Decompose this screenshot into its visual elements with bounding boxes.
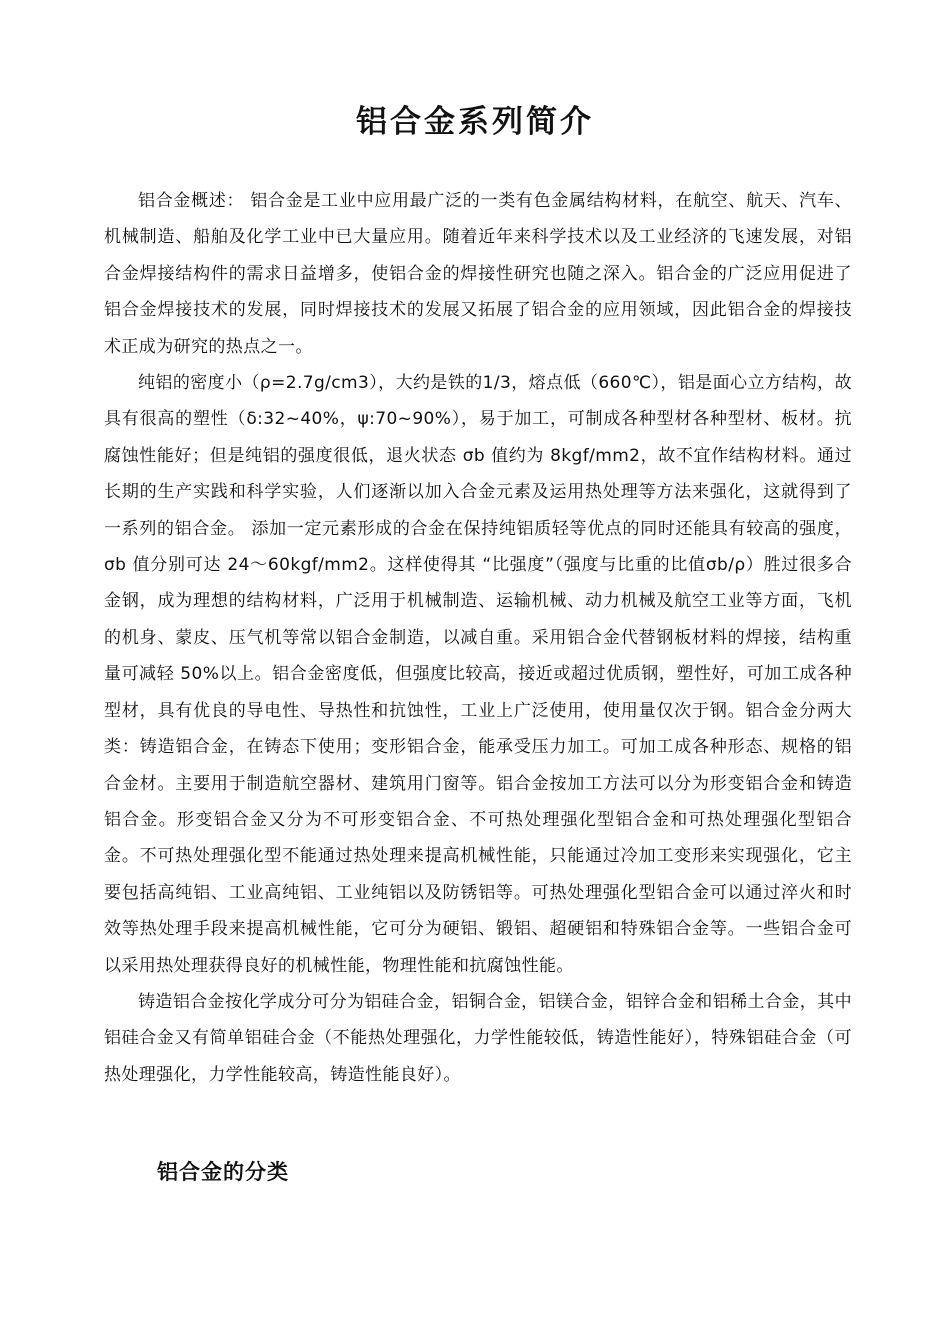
page-title: 铝合金系列简介 <box>356 104 594 140</box>
section-heading-classification: 铝合金的分类 <box>157 1159 289 1184</box>
paragraph-pure-aluminum: 纯铝的密度小（ρ=2.7g/cm3），大约是铁的1/3，熔点低（660℃），铝是面心立方结构，故具有很高的塑性（δ:32~40%，ψ:70~90%），易于加工，可制成各种型材各种型材、板材。抗腐蚀性能好；但是纯铝的强度很低，退火状态 σb 值约为 8kgf/mm2，故不宜作结构材料。通过长期的生产实践和科学实验，人们逐渐以加入合金元素及运用热处理等方法来强化，这就得到了一系列的铝合金。 添加一定元素形成的合金在保持纯铝质轻等优点的同时还能具有较高的强度，σb 值分别可达 24～60kgf/mm2。这样使得其 “比强度”（强度与比重的比值σb/ρ）胜过很多合金钢，成为理想的结构材料，广泛用于机械制造、运输机械、动力机械及航空工业等方面，飞机的机身、蒙皮、压气机等常以铝合金制造，以减自重。采用铝合金代替钢板材料的焊接，结构重量可减轻 50%以上。铝合金密度低，但强度比较高，接近或超过优质钢，塑性好，可加工成各种型材，具有优良的导电性、导热性和抗蚀性，工业上广泛使用，使用量仅次于钢。铝合金分两大类：铸造铝合金，在铸态下使用；变形铝合金，能承受压力加工。可加工成各种形态、规格的铝合金材。主要用于制造航空器材、建筑用门窗等。铝合金按加工方法可以分为形变铝合金和铸造铝合金。形变铝合金又分为不可形变铝合金、不可热处理强化型铝合金和可热处理强化型铝合金。不可热处理强化型不能通过热处理来提高机械性能，只能通过冷加工变形来实现强化，它主要包括高纯铝、工业高纯铝、工业纯铝以及防锈铝等。可热处理强化型铝合金可以通过淬火和时效等热处理手段来提高机械性能，它可分为硬铝、锻铝、超硬铝和特殊铝合金等。一些铝合金可以采用热处理获得良好的机械性能，物理性能和抗腐蚀性能。 <box>104 373 852 976</box>
paragraph-cast-alloys: 铸造铝合金按化学成分可分为铝硅合金，铝铜合金，铝镁合金，铝锌合金和铝稀土合金，其中铝硅合金又有简单铝硅合金（不能热处理强化，力学性能较低，铸造性能好），特殊铝硅合金（可热处理强化，力学性能较高，铸造性能良好）。 <box>104 991 852 1085</box>
paragraph-overview: 铝合金概述： 铝合金是工业中应用最广泛的一类有色金属结构材料，在航空、航天、汽车、机械制造、船舶及化学工业中已大量应用。随着近年来科学技术以及工业经济的飞速发展，对铝合金焊接结构件的需求日益增多，使铝合金的焊接性研究也随之深入。铝合金的广泛应用促进了铝合金焊接技术的发展，同时焊接技术的发展又拓展了铝合金的应用领域，因此铝合金的焊接技术正成为研究的热点之一。 <box>104 191 852 357</box>
document-body <box>104 183 852 1093</box>
